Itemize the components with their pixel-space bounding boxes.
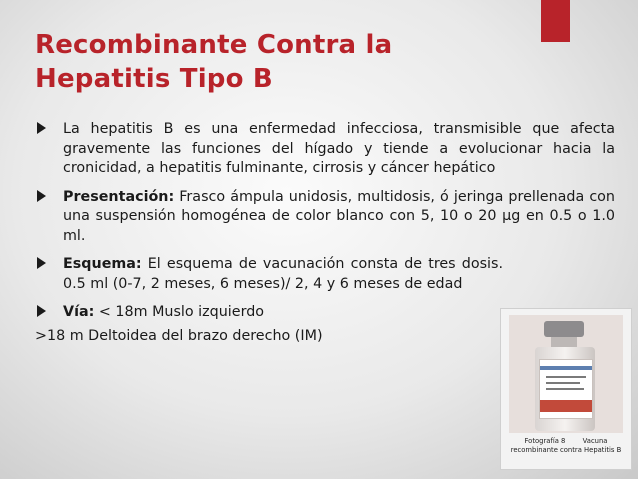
caption-line-2: recombinante contra Hepatitis B xyxy=(510,446,622,454)
triangle-bullet-icon xyxy=(37,305,46,317)
vaccine-photo xyxy=(500,308,632,470)
bullet-text: Esquema: El esquema de vacunación consta de tres dosis. 0.5 ml (0-7, 2 meses, 6 meses)/ 2, 4 y 6 meses de edad xyxy=(63,256,503,292)
bullet-esquema xyxy=(37,255,503,294)
bullet-label: Esquema: xyxy=(63,256,142,272)
bullet-label: Vía: xyxy=(63,304,95,320)
title-line-2: Hepatitis Tipo B xyxy=(35,64,273,94)
slide-title xyxy=(35,28,515,96)
caption-line-1: Fotografía 8 Vacuna xyxy=(524,437,608,445)
accent-bar xyxy=(541,0,570,42)
triangle-bullet-icon xyxy=(37,190,46,202)
route-adult-line: >18 m Deltoidea del brazo derecho (IM) xyxy=(35,327,323,344)
bullet-text: Presentación: Frasco ámpula unidosis, multidosis, ó jeringa prellenada con una suspensión homogénea de color blanco con 5, 10 o 20 µg en 0.5 o 1.0 ml. xyxy=(63,188,615,244)
triangle-bullet-icon xyxy=(37,122,46,134)
bullet-presentacion xyxy=(37,188,615,247)
title-line-1: Recombinante Contra la xyxy=(35,30,393,60)
triangle-bullet-icon xyxy=(37,257,46,269)
bullet-definition xyxy=(37,120,615,179)
vaccine-vial-image xyxy=(509,315,623,433)
photo-caption xyxy=(507,437,625,455)
bullet-text: La hepatitis B es una enfermedad infecciosa, transmisible que afecta gravemente las funciones del hígado y tiende a evolucionar hacia la cronicidad, a hepatitis fulminante, cirrosis y cáncer hepático xyxy=(63,121,615,176)
bullet-text: Vía: < 18m Muslo izquierdo xyxy=(63,304,265,320)
bullet-label: Presentación: xyxy=(63,188,175,205)
